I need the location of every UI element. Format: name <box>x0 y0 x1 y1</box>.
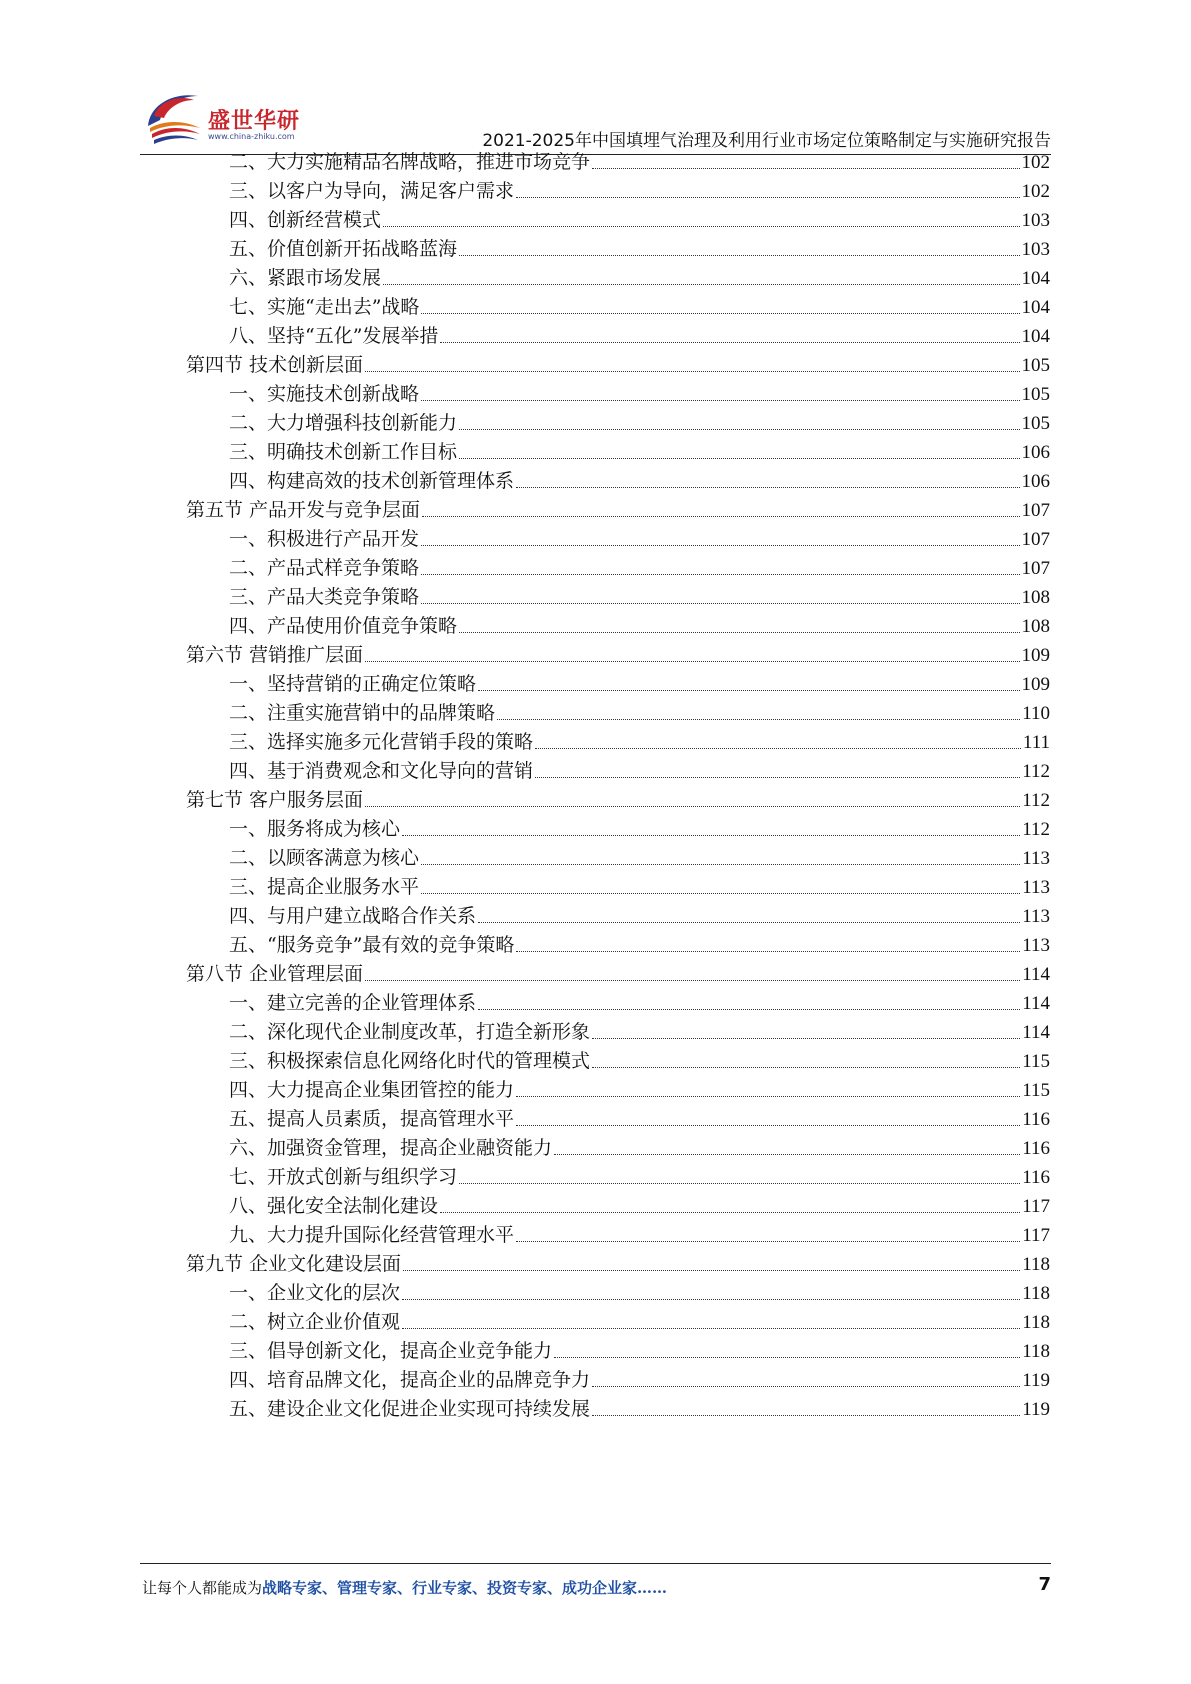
toc-entry-page: 106 <box>1021 442 1050 463</box>
toc-entry-page: 107 <box>1021 529 1050 550</box>
toc-subsection-entry[interactable] <box>229 1278 1050 1309</box>
toc-entry-title: 二、树立企业价值观 <box>229 1311 401 1333</box>
toc-entry-title: 六、紧跟市场发展 <box>229 267 382 289</box>
toc-entry-page: 118 <box>1022 1341 1050 1362</box>
toc-entry-page: 108 <box>1021 587 1050 608</box>
toc-entry-page: 113 <box>1022 848 1050 869</box>
toc-dot-leader <box>402 1328 1020 1329</box>
toc-dot-leader <box>421 864 1020 865</box>
logo-url: www.china-zhiku.com <box>208 132 295 141</box>
toc-section-entry[interactable] <box>186 1249 1050 1280</box>
toc-subsection-entry[interactable] <box>229 321 1050 352</box>
toc-entry-page: 109 <box>1021 674 1050 695</box>
toc-subsection-entry[interactable] <box>229 1104 1050 1135</box>
toc-entry-title: 第六节 营销推广层面 <box>186 644 364 666</box>
toc-entry-page: 118 <box>1022 1283 1050 1304</box>
toc-entry-title: 一、企业文化的层次 <box>229 1282 401 1304</box>
footer-slogan-prefix: 让每个人都能成为 <box>142 1579 263 1597</box>
toc-entry-title: 三、选择实施多元化营销手段的策略 <box>229 731 534 753</box>
toc-dot-leader <box>459 429 1019 430</box>
toc-entry-title: 八、强化安全法制化建设 <box>229 1195 439 1217</box>
toc-entry-page: 107 <box>1021 558 1050 579</box>
toc-subsection-entry[interactable] <box>229 147 1050 178</box>
toc-entry-title: 四、与用户建立战略合作关系 <box>229 905 477 927</box>
toc-subsection-entry[interactable] <box>229 1191 1050 1222</box>
toc-dot-leader <box>421 893 1020 894</box>
toc-dot-leader <box>440 1212 1020 1213</box>
toc-dot-leader <box>383 284 1019 285</box>
toc-subsection-entry[interactable] <box>229 437 1050 468</box>
toc-entry-title: 九、大力提升国际化经营管理水平 <box>229 1224 515 1246</box>
toc-entry-title: 四、基于消费观念和文化导向的营销 <box>229 760 534 782</box>
toc-entry-title: 二、产品式样竞争策略 <box>229 557 420 579</box>
toc-subsection-entry[interactable] <box>229 901 1050 932</box>
toc-subsection-entry[interactable] <box>229 379 1050 410</box>
toc-subsection-entry[interactable] <box>229 1336 1050 1367</box>
toc-subsection-entry[interactable] <box>229 176 1050 207</box>
toc-entry-title: 二、大力实施精品名牌战略，推进市场竞争 <box>229 151 591 173</box>
toc-entry-title: 六、加强资金管理，提高企业融资能力 <box>229 1137 553 1159</box>
toc-dot-leader <box>421 545 1019 546</box>
toc-entry-page: 114 <box>1022 1022 1050 1043</box>
toc-subsection-entry[interactable] <box>229 1017 1050 1048</box>
toc-entry-page: 111 <box>1022 732 1050 753</box>
toc-subsection-entry[interactable] <box>229 1220 1050 1251</box>
toc-dot-leader <box>459 255 1019 256</box>
toc-subsection-entry[interactable] <box>229 582 1050 613</box>
toc-entry-page: 105 <box>1021 355 1050 376</box>
toc-dot-leader <box>422 516 1019 517</box>
toc-dot-leader <box>592 1386 1020 1387</box>
toc-entry-page: 113 <box>1022 935 1050 956</box>
toc-dot-leader <box>421 400 1019 401</box>
toc-entry-page: 112 <box>1022 761 1050 782</box>
toc-entry-title: 五、建设企业文化促进企业实现可持续发展 <box>229 1398 591 1420</box>
toc-entry-page: 102 <box>1021 152 1050 173</box>
toc-entry-page: 118 <box>1022 1254 1050 1275</box>
toc-subsection-entry[interactable] <box>229 1394 1050 1425</box>
toc-entry-title: 第五节 产品开发与竞争层面 <box>186 499 421 521</box>
toc-section-entry[interactable] <box>186 959 1050 990</box>
toc-entry-title: 五、提高人员素质，提高管理水平 <box>229 1108 515 1130</box>
toc-subsection-entry[interactable] <box>229 930 1050 961</box>
toc-dot-leader <box>402 835 1020 836</box>
toc-dot-leader <box>516 1125 1020 1126</box>
toc-dot-leader <box>592 1415 1020 1416</box>
toc-entry-title: 二、注重实施营销中的品牌策略 <box>229 702 496 724</box>
toc-entry-page: 104 <box>1021 297 1050 318</box>
toc-entry-page: 117 <box>1022 1225 1050 1246</box>
toc-entry-title: 四、产品使用价值竞争策略 <box>229 615 458 637</box>
toc-entry-page: 114 <box>1022 964 1050 985</box>
toc-dot-leader <box>421 313 1019 314</box>
toc-subsection-entry[interactable] <box>229 1133 1050 1164</box>
toc-subsection-entry[interactable] <box>229 1046 1050 1077</box>
toc-entry-page: 107 <box>1021 500 1050 521</box>
toc-entry-page: 115 <box>1022 1080 1050 1101</box>
toc-subsection-entry[interactable] <box>229 1075 1050 1106</box>
toc-entry-page: 119 <box>1022 1399 1050 1420</box>
toc-dot-leader <box>592 168 1019 169</box>
toc-entry-page: 110 <box>1022 703 1050 724</box>
toc-dot-leader <box>365 661 1019 662</box>
toc-entry-title: 二、大力增强科技创新能力 <box>229 412 458 434</box>
toc-subsection-entry[interactable] <box>229 292 1050 323</box>
toc-subsection-entry[interactable] <box>229 408 1050 439</box>
toc-subsection-entry[interactable] <box>229 669 1050 700</box>
toc-entry-page: 112 <box>1022 790 1050 811</box>
toc-dot-leader <box>459 632 1019 633</box>
toc-entry-page: 117 <box>1022 1196 1050 1217</box>
toc-entry-title: 三、产品大类竞争策略 <box>229 586 420 608</box>
toc-entry-page: 114 <box>1022 993 1050 1014</box>
toc-entry-title: 第四节 技术创新层面 <box>186 354 364 376</box>
toc-dot-leader <box>516 197 1019 198</box>
toc-entry-title: 三、明确技术创新工作目标 <box>229 441 458 463</box>
toc-entry-title: 三、以客户为导向，满足客户需求 <box>229 180 515 202</box>
toc-subsection-entry[interactable] <box>229 205 1050 236</box>
toc-entry-title: 第七节 客户服务层面 <box>186 789 364 811</box>
toc-dot-leader <box>403 1270 1020 1271</box>
toc-entry-page: 104 <box>1021 326 1050 347</box>
toc-subsection-entry[interactable] <box>229 263 1050 294</box>
toc-dot-leader <box>478 1009 1020 1010</box>
toc-entry-title: 一、服务将成为核心 <box>229 818 401 840</box>
toc-dot-leader <box>516 1241 1020 1242</box>
toc-entry-title: 四、构建高效的技术创新管理体系 <box>229 470 515 492</box>
toc-subsection-entry[interactable] <box>229 524 1050 555</box>
toc-dot-leader <box>478 690 1019 691</box>
toc-dot-leader <box>365 371 1019 372</box>
document-title: 2021-2025年中国填埋气治理及利用行业市场定位策略制定与实施研究报告 <box>482 131 1051 151</box>
toc-subsection-entry[interactable] <box>229 727 1050 758</box>
toc-dot-leader <box>497 719 1020 720</box>
toc-entry-title: 一、实施技术创新战略 <box>229 383 420 405</box>
toc-dot-leader <box>516 1096 1020 1097</box>
toc-entry-title: 四、大力提高企业集团管控的能力 <box>229 1079 515 1101</box>
toc-entry-title: 四、创新经营模式 <box>229 209 382 231</box>
toc-dot-leader <box>554 1357 1020 1358</box>
toc-subsection-entry[interactable] <box>229 466 1050 497</box>
toc-entry-page: 116 <box>1022 1109 1050 1130</box>
toc-dot-leader <box>440 342 1019 343</box>
toc-dot-leader <box>402 1299 1020 1300</box>
toc-entry-page: 119 <box>1022 1370 1050 1391</box>
toc-entry-title: 二、深化现代企业制度改革，打造全新形象 <box>229 1021 591 1043</box>
toc-entry-title: 五、“服务竞争”最有效的竞争策略 <box>229 934 515 956</box>
toc-entry-title: 第九节 企业文化建设层面 <box>186 1253 402 1275</box>
toc-subsection-entry[interactable] <box>229 1365 1050 1396</box>
toc-entry-page: 116 <box>1022 1138 1050 1159</box>
footer-slogan-highlight: 战略专家、管理专家、行业专家、投资专家、成功企业家…… <box>262 1579 668 1597</box>
toc-dot-leader <box>459 458 1019 459</box>
toc-subsection-entry[interactable] <box>229 698 1050 729</box>
toc-entry-page: 105 <box>1021 413 1050 434</box>
toc-entry-title: 一、坚持营销的正确定位策略 <box>229 673 477 695</box>
toc-section-entry[interactable] <box>186 350 1050 381</box>
toc-dot-leader <box>592 1038 1020 1039</box>
toc-subsection-entry[interactable] <box>229 1307 1050 1338</box>
toc-entry-page: 105 <box>1021 384 1050 405</box>
toc-entry-page: 113 <box>1022 906 1050 927</box>
toc-entry-title: 七、开放式创新与组织学习 <box>229 1166 458 1188</box>
toc-subsection-entry[interactable] <box>229 988 1050 1019</box>
toc-dot-leader <box>383 226 1019 227</box>
page-number: 7 <box>1038 1574 1051 1595</box>
toc-subsection-entry[interactable] <box>229 843 1050 874</box>
toc-subsection-entry[interactable] <box>229 553 1050 584</box>
toc-entry-page: 116 <box>1022 1167 1050 1188</box>
toc-dot-leader <box>516 487 1019 488</box>
toc-entry-page: 103 <box>1021 239 1050 260</box>
toc-dot-leader <box>459 1183 1020 1184</box>
toc-entry-title: 七、实施“走出去”战略 <box>229 296 420 318</box>
toc-entry-page: 104 <box>1021 268 1050 289</box>
toc-section-entry[interactable] <box>186 640 1050 671</box>
toc-subsection-entry[interactable] <box>229 756 1050 787</box>
toc-entry-title: 三、提高企业服务水平 <box>229 876 420 898</box>
toc-entry-title: 八、坚持“五化”发展举措 <box>229 325 439 347</box>
toc-dot-leader <box>535 777 1020 778</box>
toc-entry-title: 三、倡导创新文化，提高企业竞争能力 <box>229 1340 553 1362</box>
toc-dot-leader <box>478 922 1020 923</box>
toc-entry-page: 115 <box>1022 1051 1050 1072</box>
toc-dot-leader <box>535 748 1021 749</box>
toc-entry-page: 112 <box>1022 819 1050 840</box>
toc-entry-title: 二、以顾客满意为核心 <box>229 847 420 869</box>
toc-entry-page: 113 <box>1022 877 1050 898</box>
toc-subsection-entry[interactable] <box>229 234 1050 265</box>
toc-section-entry[interactable] <box>186 785 1050 816</box>
logo-name: 盛世华研 <box>208 109 301 134</box>
footer-divider <box>140 1563 1051 1564</box>
toc-dot-leader <box>365 806 1020 807</box>
toc-entry-page: 106 <box>1021 471 1050 492</box>
toc-entry-page: 108 <box>1021 616 1050 637</box>
toc-dot-leader <box>592 1067 1020 1068</box>
toc-subsection-entry[interactable] <box>229 611 1050 642</box>
toc-entry-title: 五、价值创新开拓战略蓝海 <box>229 238 458 260</box>
toc-entry-page: 118 <box>1022 1312 1050 1333</box>
toc-dot-leader <box>365 980 1020 981</box>
toc-dot-leader <box>421 574 1019 575</box>
toc-entry-title: 四、培育品牌文化，提高企业的品牌竞争力 <box>229 1369 591 1391</box>
page-header <box>0 0 1191 160</box>
toc-entry-page: 102 <box>1021 181 1050 202</box>
toc-dot-leader <box>554 1154 1020 1155</box>
toc-entry-title: 一、积极进行产品开发 <box>229 528 420 550</box>
toc-section-entry[interactable] <box>186 495 1050 526</box>
toc-dot-leader <box>421 603 1019 604</box>
toc-entry-title: 三、积极探索信息化网络化时代的管理模式 <box>229 1050 591 1072</box>
toc-entry-page: 103 <box>1021 210 1050 231</box>
toc-subsection-entry[interactable] <box>229 1162 1050 1193</box>
toc-entry-title: 第八节 企业管理层面 <box>186 963 364 985</box>
toc-entry-title: 一、建立完善的企业管理体系 <box>229 992 477 1014</box>
footer-slogan <box>142 1577 667 1598</box>
toc-dot-leader <box>516 951 1020 952</box>
toc-subsection-entry[interactable] <box>229 872 1050 903</box>
toc-subsection-entry[interactable] <box>229 814 1050 845</box>
toc-entry-page: 109 <box>1021 645 1050 666</box>
